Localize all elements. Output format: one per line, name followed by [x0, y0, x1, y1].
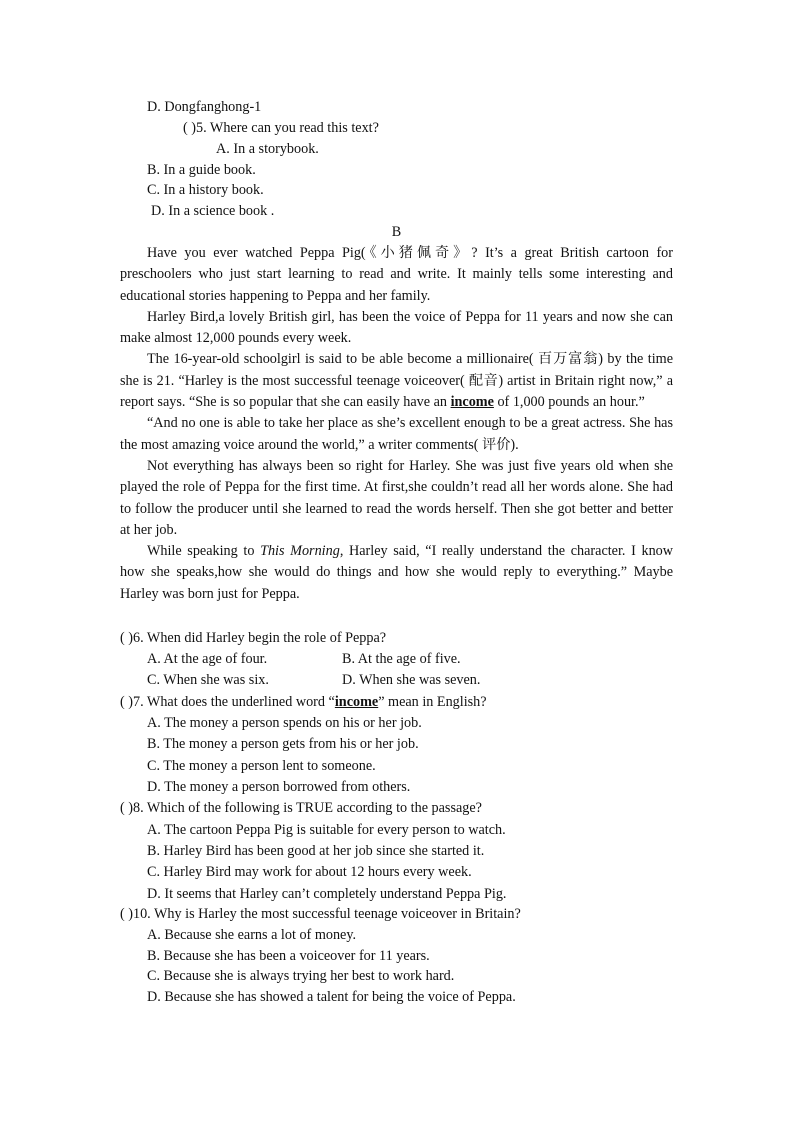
passage-paragraph-5: Not everything has always been so right for Harley. She was just five years old when she played the role of Peppa for the first time. At first,she couldn’t read all her words alone. She had to follow the producer until she learned to read the words herself. Then she got better and better at her job. [120, 457, 673, 538]
q7-option-b: B. The money a person gets from his or her job. [147, 736, 419, 752]
q7-option-c: C. The money a person lent to someone. [147, 758, 376, 774]
question-7 [120, 692, 487, 712]
q10-option-d: D. Because she has showed a talent for being the voice of Peppa. [147, 989, 516, 1005]
q8-option-b: B. Harley Bird has been good at her job since she started it. [147, 843, 485, 859]
p6-text-after: , Harley said, “I really understand the character. I know how she speaks,how she would do things and how she would reply to everything.” Maybe Harley was born just for Peppa. [120, 543, 674, 602]
q7-option-d: D. The money a person borrowed from others. [147, 779, 411, 795]
q6-option-c: C. When she was six. [147, 672, 269, 688]
q10-option-b: B. Because she has been a voiceover for 11 years. [147, 948, 430, 964]
passage-paragraph-2: Harley Bird,a lovely British girl, has been the voice of Peppa for 11 years and now she can make almost 12,000 pounds every week. [120, 308, 673, 347]
q8-option-c: C. Harley Bird may work for about 12 hours every week. [147, 864, 472, 880]
question-8: ( )8. Which of the following is TRUE according to the passage? [120, 800, 482, 816]
q5-option-c: C. In a history book. [147, 182, 264, 198]
q6-option-d: D. When she was seven. [342, 672, 481, 688]
p3-text-before: The 16-year-old schoolgirl is said to be able become a millionaire( 百万富翁) by the time she is 21. “Harley is the most successful teenage voiceover( 配音) artist in Britain right now,” a report says. “She is so popular that she can easily have an [120, 351, 673, 411]
q5-option-a: A. In a storybook. [216, 141, 319, 157]
q7-text-after: ” mean in English? [378, 694, 487, 710]
section-heading: B [391, 224, 402, 240]
passage-paragraph-3 [120, 349, 673, 413]
passage-paragraph-6 [120, 541, 673, 605]
question-10: ( )10. Why is Harley the most successful teenage voiceover in Britain? [120, 906, 521, 922]
q7-underlined-word: income [334, 694, 379, 710]
passage-paragraph-4: “And no one is able to take her place as she’s excellent enough to be a great actress. She has the most amazing voice around the world,” a writer comments( 评价). [120, 415, 673, 453]
q7-option-a: A. The money a person spends on his or her job. [147, 715, 422, 731]
q10-option-a: A. Because she earns a lot of money. [147, 927, 357, 943]
q6-option-a: A. At the age of four. [147, 651, 268, 667]
q6-option-b: B. At the age of five. [342, 651, 461, 667]
question-5: ( )5. Where can you read this text? [183, 120, 379, 136]
q4-option-d: D. Dongfanghong-1 [147, 99, 262, 115]
passage-paragraph-1: Have you ever watched Peppa Pig(《小猪佩奇》? It’s a great British cartoon for preschoolers who just start learning to read and write. It mainly tells some interesting and educational stories happening to Peppa and her family. [120, 245, 673, 304]
q8-option-d: D. It seems that Harley can’t completely understand Peppa Pig. [147, 886, 507, 902]
underlined-word-income: income [450, 394, 494, 411]
q5-option-b: B. In a guide book. [147, 162, 256, 178]
p6-text-before: While speaking to [147, 543, 261, 560]
program-title: This Morning [260, 543, 340, 560]
q5-option-d: D. In a science book . [151, 203, 275, 219]
q10-option-c: C. Because she is always trying her best to work hard. [147, 968, 455, 984]
question-6: ( )6. When did Harley begin the role of Peppa? [120, 630, 387, 646]
reading-passage [120, 243, 673, 605]
q8-option-a: A. The cartoon Peppa Pig is suitable for every person to watch. [147, 822, 506, 838]
q7-text-before: ( )7. What does the underlined word “ [120, 694, 335, 710]
p3-text-after: of 1,000 pounds an hour.” [493, 394, 645, 411]
